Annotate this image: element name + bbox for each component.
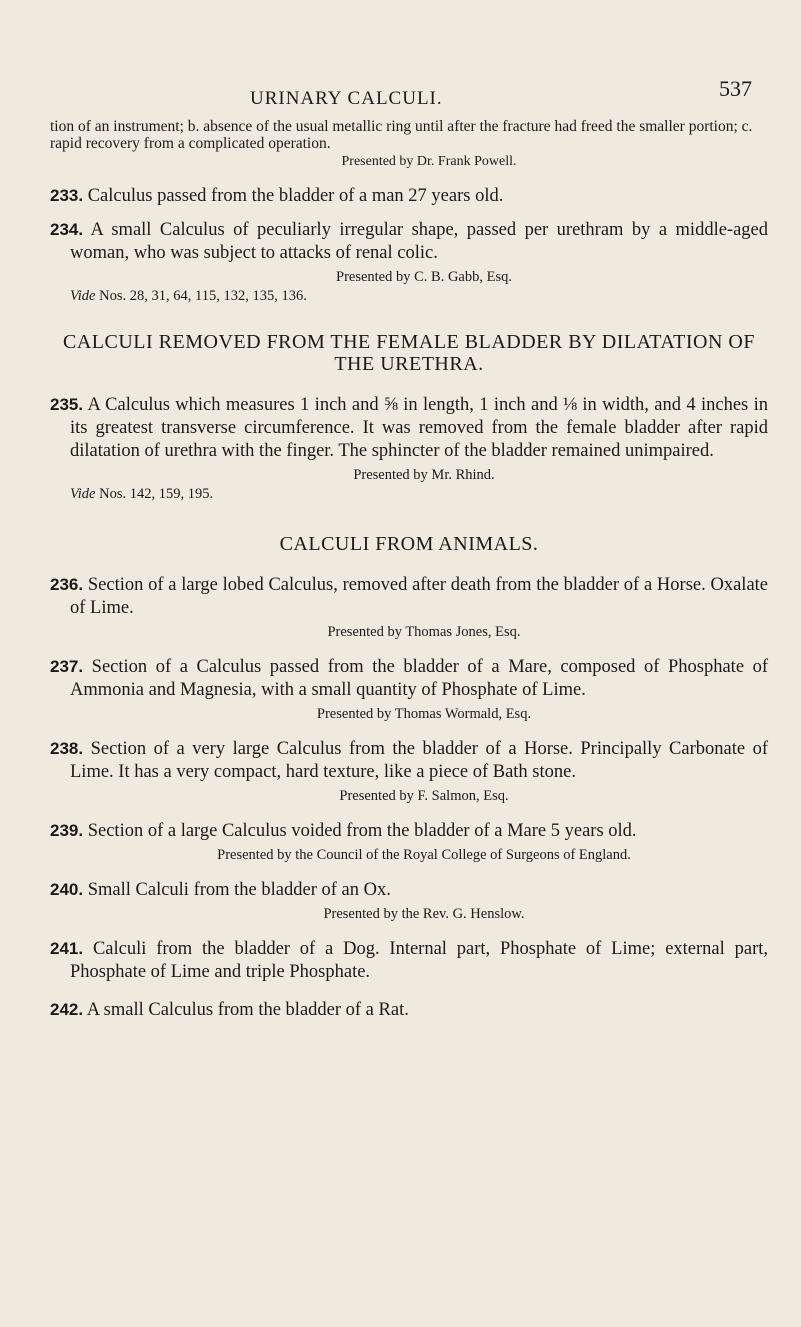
entry-text: Section of a large lobed Calculus, removed after death from the bladder of a Horse. Oxalate of Lime. — [70, 575, 769, 618]
presented-by: Presented by C. B. Gabb, Esq. — [336, 269, 512, 285]
entry-number: 237. — [50, 657, 84, 676]
presented-by: Presented by Mr. Rhind. — [353, 467, 495, 483]
presented-by: Presented by Dr. Frank Powell. — [341, 154, 517, 169]
entry-text: A small Calculus of peculiarly irregular shape, passed per urethram by a middle-aged woman, who was subject to attacks of renal colic. — [70, 220, 769, 263]
catalogue-entry — [50, 655, 768, 702]
page-number: 537 — [719, 76, 752, 101]
continuation-paragraph: tion of an instrument; b. absence of the usual metallic ring until after the fracture had freed the smaller portion; c. rapid recovery from a complicated operation. — [50, 118, 753, 152]
cross-reference — [70, 288, 768, 305]
catalogue-entry — [50, 737, 768, 784]
page-content — [50, 118, 768, 1022]
entry-number: 242. — [50, 1000, 84, 1019]
presented-by: Presented by Thomas Wormald, Esq. — [316, 706, 532, 722]
vide-word: Vide — [70, 486, 96, 502]
catalogue-entry — [50, 819, 768, 843]
entry-text: Calculi from the bladder of a Dog. Internal part, Phosphate of Lime; external part, Phosphate of Lime and triple Phosphate. — [70, 939, 768, 982]
catalogue-entry — [50, 937, 768, 984]
entry-number: 239. — [50, 821, 84, 840]
section-heading: CALCULI REMOVED FROM THE FEMALE BLADDER BY DILATATION OF THE URETHRA. — [63, 331, 755, 375]
catalogue-entry — [50, 573, 768, 620]
catalogue-entry — [50, 878, 768, 902]
entry-number: 240. — [50, 880, 84, 899]
entry-text: A Calculus which measures 1 inch and ⅝ in length, 1 inch and ⅛ in width, and 4 inches in its greatest transverse circumference. It was removed from the female bladder after rapid dilatation of urethra with the finger. The sphincter of the bladder remained unimpaired. — [70, 395, 768, 461]
entry-text: Section of a Calculus passed from the bladder of a Mare, composed of Phosphate of Ammonia and Magnesia, with a small quantity of Phosphate of Lime. — [70, 657, 769, 700]
entry-number: 238. — [50, 739, 84, 758]
running-head: URINARY CALCULI. — [250, 88, 443, 109]
section-heading: CALCULI FROM ANIMALS. — [279, 533, 539, 555]
catalogue-entry — [50, 998, 768, 1022]
entry-text: Small Calculi from the bladder of an Ox. — [87, 880, 391, 900]
catalogue-entry — [50, 393, 768, 463]
presented-by: Presented by Thomas Jones, Esq. — [327, 624, 521, 640]
vide-numbers: Nos. 28, 31, 64, 115, 132, 135, 136. — [95, 288, 307, 304]
presented-by: Presented by F. Salmon, Esq. — [339, 788, 509, 804]
catalogue-entry — [50, 218, 768, 265]
entry-number: 233. — [50, 186, 84, 205]
vide-word: Vide — [70, 288, 96, 304]
cross-reference — [70, 486, 768, 503]
catalogue-entry — [50, 184, 768, 208]
entry-number: 236. — [50, 575, 84, 594]
entry-text: Calculus passed from the bladder of a man 27 years old. — [87, 186, 504, 206]
presented-by: Presented by the Council of the Royal College of Surgeons of England. — [217, 847, 631, 863]
presented-by: Presented by the Rev. G. Henslow. — [323, 906, 525, 922]
entry-text: Section of a large Calculus voided from the bladder of a Mare 5 years old. — [87, 821, 637, 841]
entry-number: 235. — [50, 395, 84, 414]
entry-number: 234. — [50, 220, 84, 239]
vide-numbers: Nos. 142, 159, 195. — [95, 486, 214, 502]
entry-text: Section of a very large Calculus from the bladder of a Horse. Principally Carbonate of Lime. It has a very compact, hard texture, like a piece of Bath stone. — [70, 739, 768, 782]
entry-text: A small Calculus from the bladder of a Rat. — [86, 1000, 409, 1020]
entry-number: 241. — [50, 939, 84, 958]
